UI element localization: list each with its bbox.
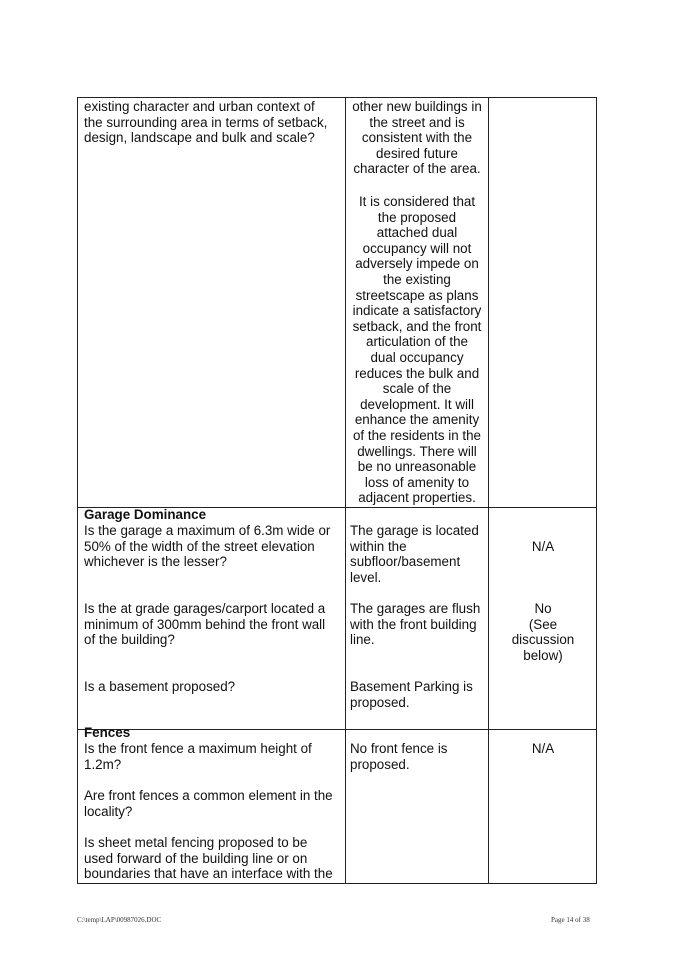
comment-text: other new buildings in the street and is consistent with the desired future character of the area.	[352, 99, 482, 177]
garage-question-setback: Is the at grade garages/carport located a minimum of 300mm behind the front wall of the building?	[84, 601, 326, 648]
criterion-text: existing character and urban context of the surrounding area in terms of setback, design, landscape and bulk and scale?	[84, 99, 328, 146]
fence-compliance-height: N/A	[531, 741, 555, 756]
garage-answer-setback: The garages are flush with the front building line.	[350, 601, 481, 648]
garage-compliance-width: N/A	[531, 539, 555, 554]
garage-question-basement: Is a basement proposed?	[84, 679, 236, 694]
fence-answer-height: No front fence is proposed.	[350, 741, 448, 772]
garage-answer-basement: Basement Parking is proposed.	[350, 679, 473, 710]
section-heading-garage: Garage Dominance	[84, 507, 207, 522]
fence-question-height: Is the front fence a maximum height of 1.2m?	[84, 741, 312, 772]
fence-question-common: Are front fences a common element in the locality?	[84, 788, 333, 819]
footer-page-number: Page 14 of 38	[551, 916, 590, 924]
footer-file-path: C:\temp\LAP\00987026.DOC	[77, 916, 162, 924]
section-heading-fences: Fences	[84, 725, 131, 740]
garage-answer-width: The garage is located within the subfloor/basement level.	[350, 523, 479, 585]
garage-compliance-setback: No (See discussion below)	[511, 601, 575, 663]
fence-question-sheet-metal: Is sheet metal fencing proposed to be used forward of the building line or on boundaries that have an interface with the	[84, 835, 333, 882]
garage-question-width: Is the garage a maximum of 6.3m wide or 50% of the width of the street elevation whichever is the lesser?	[84, 523, 331, 570]
comment-text: It is considered that the proposed attached dual occupancy will not adversely impede on the existing streetscape as plans indicate a satisfactory setback, and the front articulation of the dual occupancy reduces the bulk and scale of the development. It will enhance the amenity of the residents in the dwellings. There will be no unreasonable loss of amenity to adjacent properties.	[352, 194, 482, 506]
column-divider	[345, 98, 346, 883]
assessment-table	[77, 97, 597, 884]
column-divider	[488, 98, 489, 883]
